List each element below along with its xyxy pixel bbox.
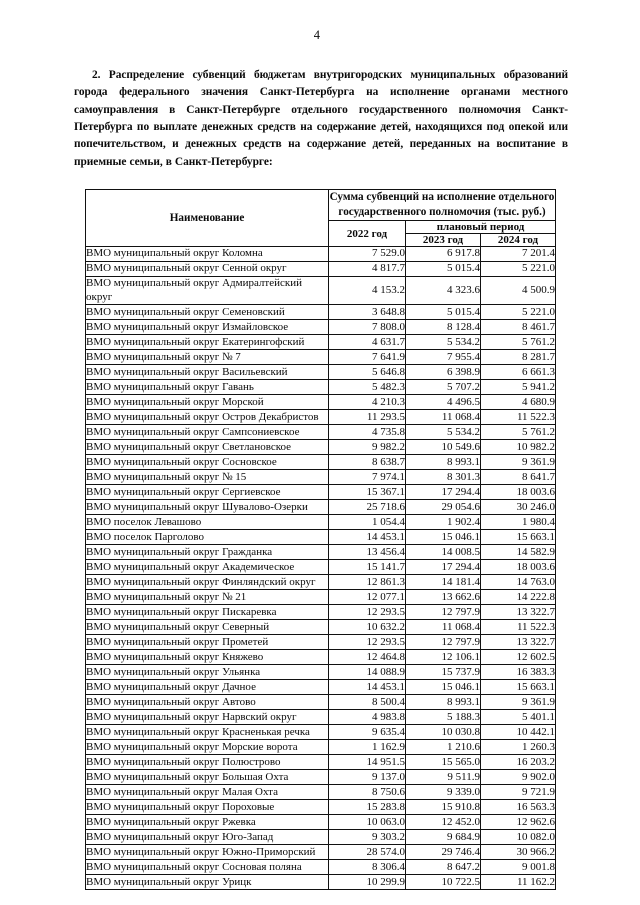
table-body bbox=[86, 247, 556, 890]
cell-amount-2024: 6 661.3 bbox=[481, 365, 556, 380]
cell-amount-2024: 1 260.3 bbox=[481, 740, 556, 755]
cell-amount-2022: 10 632.2 bbox=[329, 620, 406, 635]
cell-amount-2024: 14 763.0 bbox=[481, 575, 556, 590]
table-row bbox=[86, 365, 556, 380]
cell-municipality-name: ВМО поселок Парголово bbox=[86, 530, 329, 545]
table-row bbox=[86, 545, 556, 560]
cell-amount-2023: 5 707.2 bbox=[406, 380, 481, 395]
cell-amount-2024: 16 563.3 bbox=[481, 800, 556, 815]
cell-municipality-name: ВМО муниципальный округ № 15 bbox=[86, 470, 329, 485]
cell-municipality-name: ВМО муниципальный округ Адмиралтейский округ bbox=[86, 277, 329, 305]
cell-amount-2024: 16 383.3 bbox=[481, 665, 556, 680]
cell-amount-2024: 14 582.9 bbox=[481, 545, 556, 560]
cell-amount-2024: 10 082.0 bbox=[481, 830, 556, 845]
cell-amount-2022: 7 529.0 bbox=[329, 247, 406, 262]
cell-amount-2023: 10 549.6 bbox=[406, 440, 481, 455]
cell-amount-2023: 8 647.2 bbox=[406, 860, 481, 875]
table-row bbox=[86, 395, 556, 410]
cell-amount-2022: 9 303.2 bbox=[329, 830, 406, 845]
cell-amount-2024: 9 001.8 bbox=[481, 860, 556, 875]
cell-amount-2023: 15 046.1 bbox=[406, 680, 481, 695]
cell-amount-2024: 1 980.4 bbox=[481, 515, 556, 530]
table-row bbox=[86, 815, 556, 830]
cell-amount-2023: 1 902.4 bbox=[406, 515, 481, 530]
cell-amount-2024: 5 761.2 bbox=[481, 425, 556, 440]
cell-amount-2024: 4 500.9 bbox=[481, 277, 556, 305]
cell-amount-2022: 10 063.0 bbox=[329, 815, 406, 830]
cell-amount-2024: 5 401.1 bbox=[481, 710, 556, 725]
cell-amount-2022: 8 306.4 bbox=[329, 860, 406, 875]
table-row bbox=[86, 755, 556, 770]
cell-amount-2022: 8 750.6 bbox=[329, 785, 406, 800]
cell-amount-2023: 29 746.4 bbox=[406, 845, 481, 860]
cell-amount-2023: 9 684.9 bbox=[406, 830, 481, 845]
cell-amount-2022: 15 141.7 bbox=[329, 560, 406, 575]
table-head bbox=[86, 189, 556, 246]
cell-amount-2022: 12 293.5 bbox=[329, 605, 406, 620]
column-header-name: Наименование bbox=[86, 189, 329, 246]
cell-municipality-name: ВМО муниципальный округ Нарвский округ bbox=[86, 710, 329, 725]
cell-amount-2023: 11 068.4 bbox=[406, 410, 481, 425]
cell-amount-2022: 1 162.9 bbox=[329, 740, 406, 755]
table-row bbox=[86, 710, 556, 725]
cell-amount-2022: 7 974.1 bbox=[329, 470, 406, 485]
cell-amount-2022: 7 641.9 bbox=[329, 350, 406, 365]
cell-municipality-name: ВМО муниципальный округ Малая Охта bbox=[86, 785, 329, 800]
column-header-2023: 2023 год bbox=[406, 234, 481, 247]
cell-municipality-name: ВМО муниципальный округ Северный bbox=[86, 620, 329, 635]
header-row-1 bbox=[86, 189, 556, 220]
cell-amount-2022: 4 210.3 bbox=[329, 395, 406, 410]
cell-amount-2023: 29 054.6 bbox=[406, 500, 481, 515]
cell-amount-2024: 5 221.0 bbox=[481, 262, 556, 277]
cell-municipality-name: ВМО поселок Левашово bbox=[86, 515, 329, 530]
cell-municipality-name: ВМО муниципальный округ Сосновая поляна bbox=[86, 860, 329, 875]
cell-amount-2022: 5 482.3 bbox=[329, 380, 406, 395]
cell-amount-2022: 11 293.5 bbox=[329, 410, 406, 425]
table-row bbox=[86, 380, 556, 395]
cell-amount-2022: 1 054.4 bbox=[329, 515, 406, 530]
cell-municipality-name: ВМО муниципальный округ Васильевский bbox=[86, 365, 329, 380]
cell-amount-2023: 8 301.3 bbox=[406, 470, 481, 485]
cell-amount-2024: 9 361.9 bbox=[481, 695, 556, 710]
table-row bbox=[86, 247, 556, 262]
cell-amount-2022: 10 299.9 bbox=[329, 875, 406, 890]
cell-amount-2023: 12 797.9 bbox=[406, 605, 481, 620]
cell-municipality-name: ВМО муниципальный округ Шувалово-Озерки bbox=[86, 500, 329, 515]
cell-amount-2023: 5 534.2 bbox=[406, 335, 481, 350]
cell-municipality-name: ВМО муниципальный округ Екатерингофский bbox=[86, 335, 329, 350]
cell-amount-2022: 4 735.8 bbox=[329, 425, 406, 440]
cell-amount-2023: 5 534.2 bbox=[406, 425, 481, 440]
cell-municipality-name: ВМО муниципальный округ № 7 bbox=[86, 350, 329, 365]
cell-amount-2022: 4 983.8 bbox=[329, 710, 406, 725]
cell-amount-2023: 8 993.1 bbox=[406, 455, 481, 470]
cell-amount-2024: 12 962.6 bbox=[481, 815, 556, 830]
cell-municipality-name: ВМО муниципальный округ Красненькая речка bbox=[86, 725, 329, 740]
table-row bbox=[86, 560, 556, 575]
cell-amount-2023: 9 339.0 bbox=[406, 785, 481, 800]
cell-amount-2024: 12 602.5 bbox=[481, 650, 556, 665]
cell-amount-2022: 4 153.2 bbox=[329, 277, 406, 305]
table-row bbox=[86, 860, 556, 875]
cell-amount-2024: 11 162.2 bbox=[481, 875, 556, 890]
table-row bbox=[86, 725, 556, 740]
cell-amount-2022: 4 817.7 bbox=[329, 262, 406, 277]
cell-municipality-name: ВМО муниципальный округ Пороховые bbox=[86, 800, 329, 815]
cell-amount-2022: 9 982.2 bbox=[329, 440, 406, 455]
cell-municipality-name: ВМО муниципальный округ Княжево bbox=[86, 650, 329, 665]
cell-amount-2022: 12 861.3 bbox=[329, 575, 406, 590]
cell-amount-2023: 12 452.0 bbox=[406, 815, 481, 830]
table-row bbox=[86, 785, 556, 800]
cell-amount-2024: 10 442.1 bbox=[481, 725, 556, 740]
table-row bbox=[86, 277, 556, 305]
cell-municipality-name: ВМО муниципальный округ Сосновское bbox=[86, 455, 329, 470]
cell-amount-2024: 4 680.9 bbox=[481, 395, 556, 410]
cell-municipality-name: ВМО муниципальный округ Семеновский bbox=[86, 305, 329, 320]
cell-amount-2024: 13 322.7 bbox=[481, 635, 556, 650]
cell-amount-2024: 5 761.2 bbox=[481, 335, 556, 350]
cell-municipality-name: ВМО муниципальный округ Ржевка bbox=[86, 815, 329, 830]
table-row bbox=[86, 440, 556, 455]
cell-municipality-name: ВМО муниципальный округ Финляндский округ bbox=[86, 575, 329, 590]
cell-municipality-name: ВМО муниципальный округ Юго-Запад bbox=[86, 830, 329, 845]
cell-amount-2022: 13 456.4 bbox=[329, 545, 406, 560]
table-row bbox=[86, 590, 556, 605]
cell-amount-2024: 8 281.7 bbox=[481, 350, 556, 365]
cell-amount-2024: 15 663.1 bbox=[481, 530, 556, 545]
cell-municipality-name: ВМО муниципальный округ Сергиевское bbox=[86, 485, 329, 500]
cell-amount-2024: 18 003.6 bbox=[481, 485, 556, 500]
cell-municipality-name: ВМО муниципальный округ Сенной округ bbox=[86, 262, 329, 277]
cell-municipality-name: ВМО муниципальный округ Гражданка bbox=[86, 545, 329, 560]
cell-amount-2024: 16 203.2 bbox=[481, 755, 556, 770]
cell-amount-2023: 9 511.9 bbox=[406, 770, 481, 785]
table-row bbox=[86, 575, 556, 590]
table-row bbox=[86, 470, 556, 485]
cell-municipality-name: ВМО муниципальный округ Остров Декабристов bbox=[86, 410, 329, 425]
cell-amount-2024: 9 721.9 bbox=[481, 785, 556, 800]
table-row bbox=[86, 350, 556, 365]
cell-amount-2023: 10 722.5 bbox=[406, 875, 481, 890]
table-row bbox=[86, 320, 556, 335]
cell-amount-2023: 14 008.5 bbox=[406, 545, 481, 560]
table-row bbox=[86, 485, 556, 500]
table-row bbox=[86, 262, 556, 277]
table-row bbox=[86, 845, 556, 860]
subventions-table bbox=[85, 189, 556, 890]
cell-amount-2024: 8 641.7 bbox=[481, 470, 556, 485]
cell-municipality-name: ВМО муниципальный округ Академическое bbox=[86, 560, 329, 575]
cell-amount-2022: 8 638.7 bbox=[329, 455, 406, 470]
cell-amount-2022: 9 137.0 bbox=[329, 770, 406, 785]
cell-municipality-name: ВМО муниципальный округ Морские ворота bbox=[86, 740, 329, 755]
cell-amount-2022: 14 453.1 bbox=[329, 680, 406, 695]
cell-amount-2024: 9 361.9 bbox=[481, 455, 556, 470]
cell-amount-2023: 6 917.8 bbox=[406, 247, 481, 262]
table-row bbox=[86, 650, 556, 665]
cell-amount-2024: 7 201.4 bbox=[481, 247, 556, 262]
table-row bbox=[86, 305, 556, 320]
cell-amount-2024: 13 322.7 bbox=[481, 605, 556, 620]
cell-amount-2024: 15 663.1 bbox=[481, 680, 556, 695]
cell-municipality-name: ВМО муниципальный округ Полюстрово bbox=[86, 755, 329, 770]
cell-municipality-name: ВМО муниципальный округ № 21 bbox=[86, 590, 329, 605]
table-row bbox=[86, 455, 556, 470]
cell-amount-2023: 17 294.4 bbox=[406, 560, 481, 575]
cell-municipality-name: ВМО муниципальный округ Ульянка bbox=[86, 665, 329, 680]
cell-amount-2023: 13 662.6 bbox=[406, 590, 481, 605]
cell-amount-2022: 25 718.6 bbox=[329, 500, 406, 515]
cell-amount-2023: 10 030.8 bbox=[406, 725, 481, 740]
table-row bbox=[86, 410, 556, 425]
cell-amount-2022: 8 500.4 bbox=[329, 695, 406, 710]
column-header-2024: 2024 год bbox=[481, 234, 556, 247]
cell-amount-2024: 10 982.2 bbox=[481, 440, 556, 455]
cell-amount-2023: 15 565.0 bbox=[406, 755, 481, 770]
cell-municipality-name: ВМО муниципальный округ Южно-Приморский bbox=[86, 845, 329, 860]
cell-amount-2024: 8 461.7 bbox=[481, 320, 556, 335]
cell-amount-2023: 15 046.1 bbox=[406, 530, 481, 545]
table-row bbox=[86, 635, 556, 650]
table-row bbox=[86, 530, 556, 545]
cell-amount-2023: 5 015.4 bbox=[406, 305, 481, 320]
cell-amount-2022: 4 631.7 bbox=[329, 335, 406, 350]
cell-municipality-name: ВМО муниципальный округ Коломна bbox=[86, 247, 329, 262]
cell-amount-2023: 14 181.4 bbox=[406, 575, 481, 590]
table-row bbox=[86, 425, 556, 440]
table-row bbox=[86, 740, 556, 755]
page-number: 4 bbox=[313, 28, 321, 42]
table-row bbox=[86, 500, 556, 515]
cell-amount-2023: 15 910.8 bbox=[406, 800, 481, 815]
cell-amount-2024: 14 222.8 bbox=[481, 590, 556, 605]
table-row bbox=[86, 680, 556, 695]
cell-amount-2022: 14 453.1 bbox=[329, 530, 406, 545]
table-row bbox=[86, 515, 556, 530]
intro-paragraph: 2. Распределение субвенций бюджетам внутригородских муниципальных образований города федерального значения Санкт-Петербурга на исполнение органами местного самоуправления в Санкт-Петербурге отдельного государственного полномочия Санкт-Петербурга по выплате денежных средств на содержание детей, находящихся под опекой или попечительством, и денежных средств на содержание детей, переданных на воспитание в приемные семьи, в Санкт-Петербурге: bbox=[74, 69, 568, 168]
table-row bbox=[86, 335, 556, 350]
table-row bbox=[86, 875, 556, 890]
cell-municipality-name: ВМО муниципальный округ Прометей bbox=[86, 635, 329, 650]
table-row bbox=[86, 620, 556, 635]
cell-municipality-name: ВМО муниципальный округ Гавань bbox=[86, 380, 329, 395]
cell-amount-2024: 5 941.2 bbox=[481, 380, 556, 395]
cell-amount-2022: 3 648.8 bbox=[329, 305, 406, 320]
cell-amount-2024: 11 522.3 bbox=[481, 620, 556, 635]
cell-amount-2022: 7 808.0 bbox=[329, 320, 406, 335]
cell-amount-2024: 30 246.0 bbox=[481, 500, 556, 515]
cell-amount-2023: 4 496.5 bbox=[406, 395, 481, 410]
table-row bbox=[86, 665, 556, 680]
cell-amount-2023: 1 210.6 bbox=[406, 740, 481, 755]
table-row bbox=[86, 605, 556, 620]
cell-amount-2022: 9 635.4 bbox=[329, 725, 406, 740]
column-header-sum: Сумма субвенций на исполнение отдельного государственного полномочия (тыс. руб.) bbox=[329, 189, 556, 220]
table-row bbox=[86, 770, 556, 785]
cell-amount-2023: 5 015.4 bbox=[406, 262, 481, 277]
cell-municipality-name: ВМО муниципальный округ Сампсониевское bbox=[86, 425, 329, 440]
cell-amount-2024: 18 003.6 bbox=[481, 560, 556, 575]
cell-municipality-name: ВМО муниципальный округ Урицк bbox=[86, 875, 329, 890]
cell-municipality-name: ВМО муниципальный округ Измайловское bbox=[86, 320, 329, 335]
cell-amount-2023: 12 106.1 bbox=[406, 650, 481, 665]
cell-amount-2022: 5 646.8 bbox=[329, 365, 406, 380]
cell-amount-2024: 9 902.0 bbox=[481, 770, 556, 785]
cell-amount-2022: 12 077.1 bbox=[329, 590, 406, 605]
cell-amount-2023: 11 068.4 bbox=[406, 620, 481, 635]
table-row bbox=[86, 800, 556, 815]
cell-amount-2022: 28 574.0 bbox=[329, 845, 406, 860]
cell-amount-2023: 15 737.9 bbox=[406, 665, 481, 680]
cell-amount-2023: 5 188.3 bbox=[406, 710, 481, 725]
cell-municipality-name: ВМО муниципальный округ Морской bbox=[86, 395, 329, 410]
table-row bbox=[86, 695, 556, 710]
cell-municipality-name: ВМО муниципальный округ Дачное bbox=[86, 680, 329, 695]
cell-amount-2022: 14 951.5 bbox=[329, 755, 406, 770]
cell-amount-2023: 8 128.4 bbox=[406, 320, 481, 335]
cell-amount-2022: 12 293.5 bbox=[329, 635, 406, 650]
cell-amount-2023: 17 294.4 bbox=[406, 485, 481, 500]
cell-amount-2023: 7 955.4 bbox=[406, 350, 481, 365]
subventions-table-wrapper bbox=[85, 189, 555, 890]
cell-municipality-name: ВМО муниципальный округ Автово bbox=[86, 695, 329, 710]
cell-amount-2022: 12 464.8 bbox=[329, 650, 406, 665]
cell-municipality-name: ВМО муниципальный округ Светлановское bbox=[86, 440, 329, 455]
cell-amount-2022: 15 367.1 bbox=[329, 485, 406, 500]
cell-amount-2024: 5 221.0 bbox=[481, 305, 556, 320]
cell-amount-2023: 8 993.1 bbox=[406, 695, 481, 710]
cell-amount-2022: 15 283.8 bbox=[329, 800, 406, 815]
cell-amount-2024: 11 522.3 bbox=[481, 410, 556, 425]
cell-amount-2024: 30 966.2 bbox=[481, 845, 556, 860]
cell-municipality-name: ВМО муниципальный округ Пискаревка bbox=[86, 605, 329, 620]
cell-municipality-name: ВМО муниципальный округ Большая Охта bbox=[86, 770, 329, 785]
cell-amount-2023: 4 323.6 bbox=[406, 277, 481, 305]
cell-amount-2023: 6 398.9 bbox=[406, 365, 481, 380]
table-row bbox=[86, 830, 556, 845]
cell-amount-2023: 12 797.9 bbox=[406, 635, 481, 650]
column-header-plan-period: плановый период bbox=[406, 221, 556, 234]
column-header-2022: 2022 год bbox=[329, 221, 406, 247]
cell-amount-2022: 14 088.9 bbox=[329, 665, 406, 680]
